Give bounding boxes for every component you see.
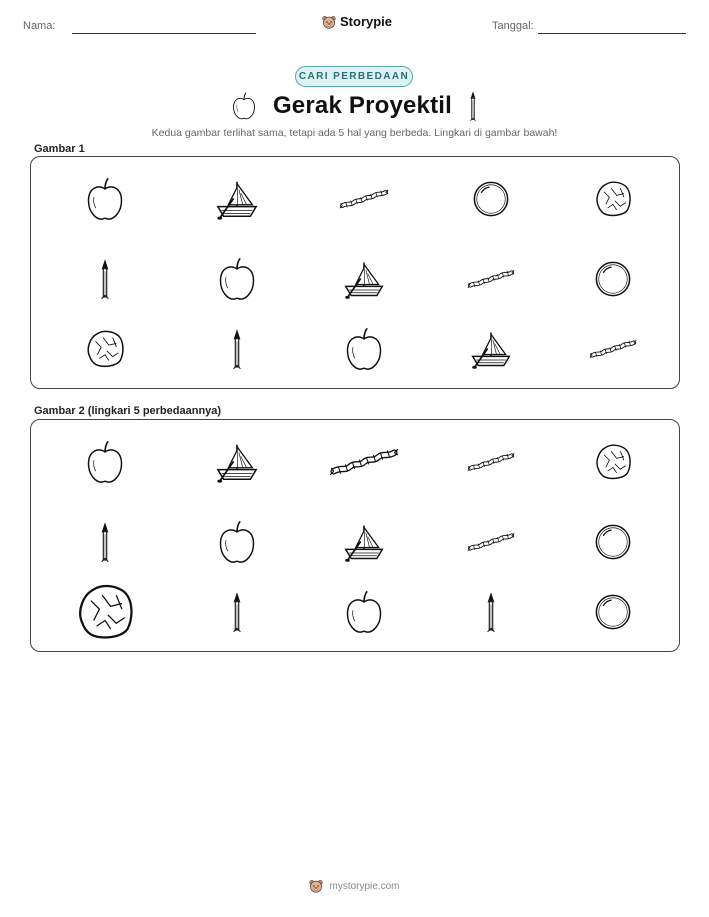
instructions: Kedua gambar terlihat sama, tetapi ada 5 hal yang berbeda. Lingkari di gambar bawah! bbox=[151, 127, 558, 139]
rope-icon[interactable] bbox=[339, 187, 389, 211]
category-badge: CARI PERBEDAAN bbox=[295, 66, 413, 87]
page-title: Gerak Proyektil bbox=[272, 92, 453, 119]
rope-icon[interactable] bbox=[467, 450, 515, 474]
bear-icon bbox=[322, 15, 336, 29]
panel-2 bbox=[30, 419, 680, 652]
apple-icon[interactable] bbox=[84, 440, 126, 484]
name-label: Nama: bbox=[23, 20, 56, 32]
name-line[interactable] bbox=[72, 33, 256, 34]
ball-icon[interactable] bbox=[594, 260, 632, 298]
footer bbox=[0, 879, 709, 893]
ball-icon[interactable] bbox=[594, 593, 632, 631]
arrow-icon[interactable] bbox=[485, 588, 497, 636]
apple-icon[interactable] bbox=[84, 177, 126, 221]
rock-icon[interactable] bbox=[73, 581, 137, 643]
rock-icon[interactable] bbox=[84, 327, 126, 371]
rock-icon[interactable] bbox=[593, 177, 633, 221]
sailboat-icon[interactable] bbox=[342, 257, 386, 301]
date-label: Tanggal: bbox=[492, 20, 534, 32]
date-line[interactable] bbox=[538, 33, 686, 34]
arrow-icon bbox=[468, 90, 478, 122]
brand-name: Storypie bbox=[340, 14, 393, 29]
rope-icon[interactable] bbox=[329, 445, 399, 479]
rope-icon[interactable] bbox=[467, 267, 515, 291]
bear-icon bbox=[309, 879, 323, 893]
footer-url[interactable]: mystorypie.com bbox=[329, 880, 400, 892]
sailboat-icon[interactable] bbox=[469, 328, 513, 370]
panel-2-label: Gambar 2 (lingkari 5 perbedaannya) bbox=[34, 405, 222, 417]
apple-icon[interactable] bbox=[343, 590, 385, 634]
apple-icon[interactable] bbox=[343, 327, 385, 371]
arrow-icon[interactable] bbox=[99, 255, 111, 303]
brand-logo bbox=[322, 14, 392, 29]
arrow-icon[interactable] bbox=[231, 588, 243, 636]
rope-icon[interactable] bbox=[467, 530, 515, 554]
sailboat-icon[interactable] bbox=[342, 521, 386, 563]
rock-icon[interactable] bbox=[593, 440, 633, 484]
ball-icon[interactable] bbox=[472, 180, 510, 218]
sailboat-icon[interactable] bbox=[214, 440, 260, 484]
panel-1 bbox=[30, 156, 680, 389]
apple-icon[interactable] bbox=[216, 520, 258, 564]
arrow-icon[interactable] bbox=[99, 518, 111, 566]
apple-icon bbox=[231, 92, 257, 120]
sailboat-icon[interactable] bbox=[214, 177, 260, 221]
arrow-icon[interactable] bbox=[231, 325, 243, 373]
panel-1-label: Gambar 1 bbox=[34, 143, 85, 155]
rope-icon[interactable] bbox=[589, 337, 637, 361]
apple-icon[interactable] bbox=[216, 257, 258, 301]
ball-icon[interactable] bbox=[594, 523, 632, 561]
title-row bbox=[0, 90, 709, 122]
